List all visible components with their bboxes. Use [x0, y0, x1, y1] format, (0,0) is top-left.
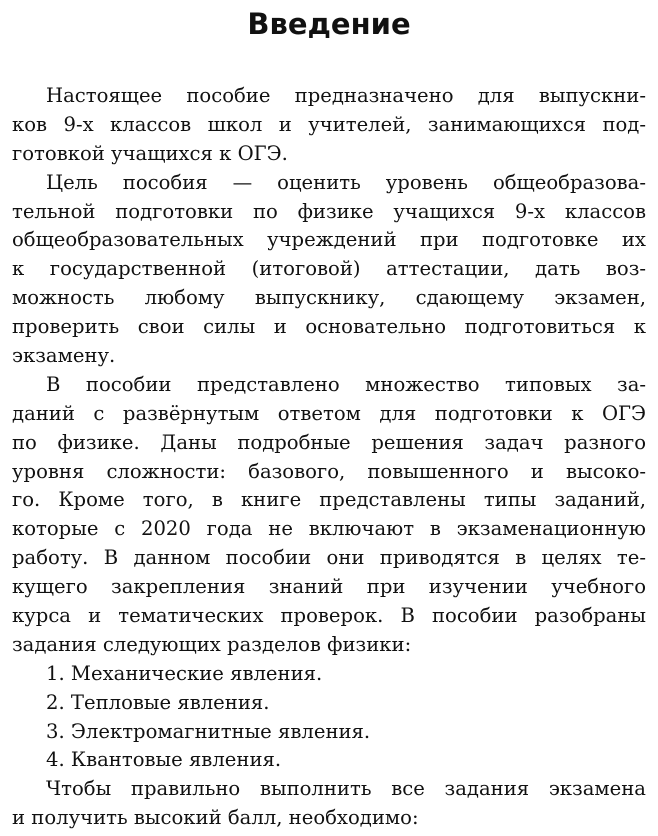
- paragraph-1-line: Настоящее пособие предназначено для выпускни-: [46, 84, 646, 107]
- body-text: [12, 82, 646, 833]
- paragraph-1-line: ков 9-х классов школ и учителей, занимающихся под-: [12, 112, 646, 136]
- paragraph-2-line: экзамену.: [12, 344, 116, 368]
- paragraph-3-line: работу. В данном пособии они приводятся в целях те-: [12, 546, 646, 570]
- list-item: 1. Механические явления.: [46, 661, 323, 685]
- paragraph-2-line: к государственной (итоговой) аттестации, дать воз-: [12, 257, 646, 281]
- paragraph-1-line: готовкой учащихся к ОГЭ.: [12, 141, 288, 165]
- paragraph-3-line: В пособии представлено множество типовых за-: [46, 372, 646, 396]
- paragraph-2-line: общеобразовательных учреждений при подготовке их: [12, 228, 646, 252]
- page: [12, 0, 646, 833]
- paragraph-3-line: го. Кроме того, в книге представлены типы заданий,: [12, 488, 646, 512]
- paragraph-2-line: проверить свои силы и основательно подготовиться к: [12, 315, 646, 339]
- page-title: Введение: [247, 7, 411, 41]
- list-item: 3. Электромагнитные явления.: [46, 719, 371, 743]
- list-item: 2. Тепловые явления.: [46, 690, 270, 714]
- paragraph-2-line: можность любому выпускнику, сдающему экзамен,: [12, 286, 646, 310]
- list-item: 4. Квантовые явления.: [46, 748, 282, 772]
- paragraph-2-line: тельной подготовки по физике учащихся 9-х классов: [12, 199, 646, 223]
- paragraph-3-line: по физике. Даны подробные решения задач разного: [12, 430, 646, 454]
- paragraph-4-line: и получить высокий балл, необходимо:: [12, 806, 419, 830]
- paragraph-3-line: кущего закрепления знаний при изучении учебного: [12, 575, 646, 599]
- paragraph-3-line: которые с 2020 года не включают в экзаменационную: [12, 517, 646, 541]
- paragraph-3-line: даний с развёрнутым ответом для подготовки к ОГЭ: [12, 401, 646, 425]
- paragraph-3-line: уровня сложности: базового, повышенного и высоко-: [12, 459, 646, 483]
- paragraph-3-line: курса и тематических проверок. В пособии разобраны: [12, 604, 646, 628]
- paragraph-2-line: Цель пособия — оценить уровень общеобразова-: [46, 170, 646, 194]
- paragraph-4-line: Чтобы правильно выполнить все задания экзамена: [46, 777, 646, 801]
- paragraph-3-line: задания следующих разделов физики:: [12, 632, 412, 656]
